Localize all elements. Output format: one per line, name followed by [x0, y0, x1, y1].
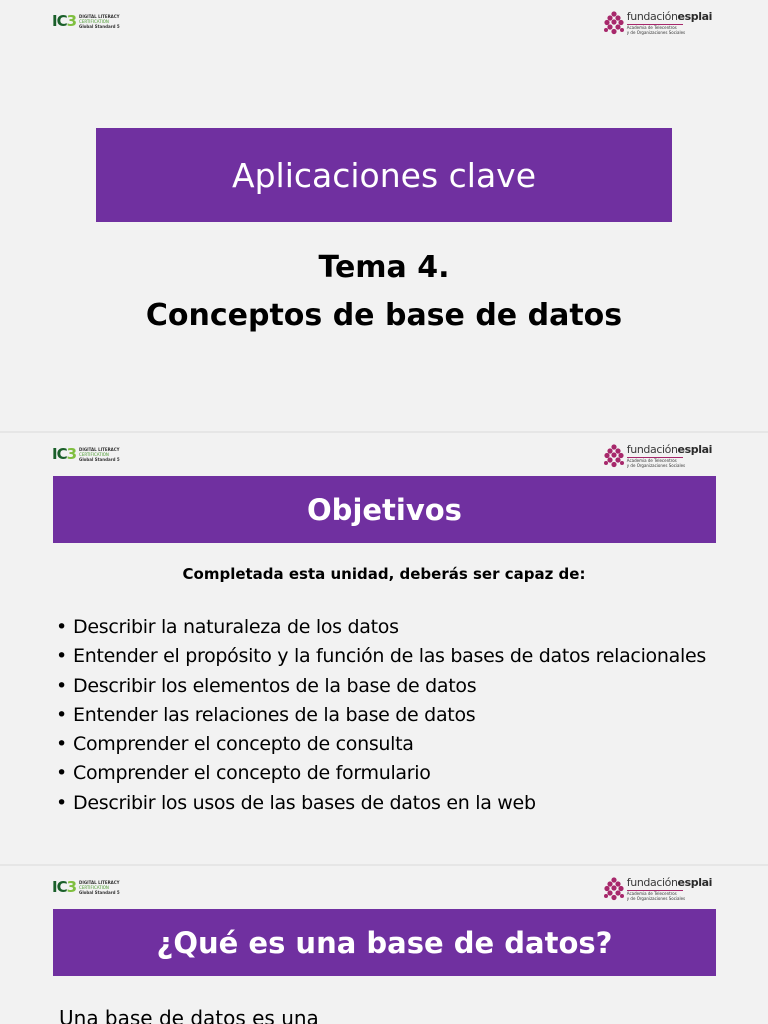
- slide-2: [0, 433, 768, 864]
- list-item: • Comprender el concepto de consulta: [56, 730, 706, 759]
- fundacion-esplai-logo: [603, 443, 712, 469]
- ic3-text: DIGITAL LITERACY CERTIFICATION Global Standard 5: [79, 14, 120, 29]
- grapes-icon: [603, 10, 625, 36]
- esplai-tagline-2: y de Organizaciones Sociales: [626, 462, 686, 468]
- slide-1-title-banner: [96, 128, 672, 222]
- esplai-tagline-1: Academia de Telecentros: [626, 458, 677, 463]
- list-item: • Describir los usos de las bases de datos en la web: [56, 789, 706, 818]
- slide-2-title-banner: [53, 476, 716, 543]
- slide-2-title: Objetivos: [307, 492, 462, 527]
- bullet-icon: •: [56, 645, 67, 668]
- esplai-tagline-1: Academia de Telecentros: [626, 25, 677, 30]
- list-item: • Entender las relaciones de la base de datos: [56, 701, 706, 730]
- ic3-text: DIGITAL LITERACY CERTIFICATION Global Standard 5: [79, 880, 120, 895]
- esplai-tagline-1: Academia de Telecentros: [626, 891, 677, 896]
- slide-1: [0, 0, 768, 431]
- bullet-icon: •: [56, 674, 67, 697]
- ic3-logo: [52, 447, 120, 462]
- ic3-mark: IC3: [52, 12, 77, 30]
- bullet-icon: •: [56, 791, 67, 814]
- grapes-icon: [603, 443, 625, 469]
- grapes-icon: [603, 876, 625, 902]
- esplai-name: fundaciónesplai: [626, 443, 712, 456]
- ic3-text: DIGITAL LITERACY CERTIFICATION Global Standard 5: [79, 447, 120, 462]
- list-item: • Comprender el concepto de formulario: [56, 759, 706, 788]
- esplai-name: fundaciónesplai: [626, 10, 712, 23]
- list-item: • Describir los elementos de la base de datos: [56, 672, 706, 701]
- ic3-logo: [52, 880, 120, 895]
- bullet-icon: •: [56, 703, 67, 726]
- slide-3-title: ¿Qué es una base de datos?: [156, 925, 613, 960]
- slide-1-subtitle-line-2: Conceptos de base de datos: [145, 298, 623, 333]
- objectives-list: [56, 613, 706, 818]
- bullet-icon: •: [56, 616, 67, 638]
- esplai-tagline-2: y de Organizaciones Sociales: [626, 29, 686, 35]
- ic3-mark: IC3: [52, 878, 77, 896]
- fundacion-esplai-logo: [603, 10, 712, 36]
- ic3-logo: [52, 14, 120, 29]
- slide-3: [0, 866, 768, 1024]
- slide-3-body-text: Una base de datos es una: [59, 1006, 319, 1024]
- ic3-mark: IC3: [52, 445, 77, 463]
- objectives-intro: Completada esta unidad, deberás ser capaz de:: [182, 565, 586, 583]
- esplai-name: fundaciónesplai: [626, 876, 712, 889]
- fundacion-esplai-logo: [603, 876, 712, 902]
- slide-1-subtitle-line-1: Tema 4.: [318, 250, 450, 285]
- bullet-icon: •: [56, 762, 67, 785]
- slide-3-title-banner: [53, 909, 716, 976]
- list-item: • Describir la naturaleza de los datos: [56, 613, 706, 642]
- list-item: • Entender el propósito y la función de las bases de datos relacionales: [56, 642, 706, 671]
- bullet-icon: •: [56, 733, 67, 756]
- slide-1-title: Aplicaciones clave: [232, 155, 536, 195]
- esplai-tagline-2: y de Organizaciones Sociales: [626, 895, 686, 901]
